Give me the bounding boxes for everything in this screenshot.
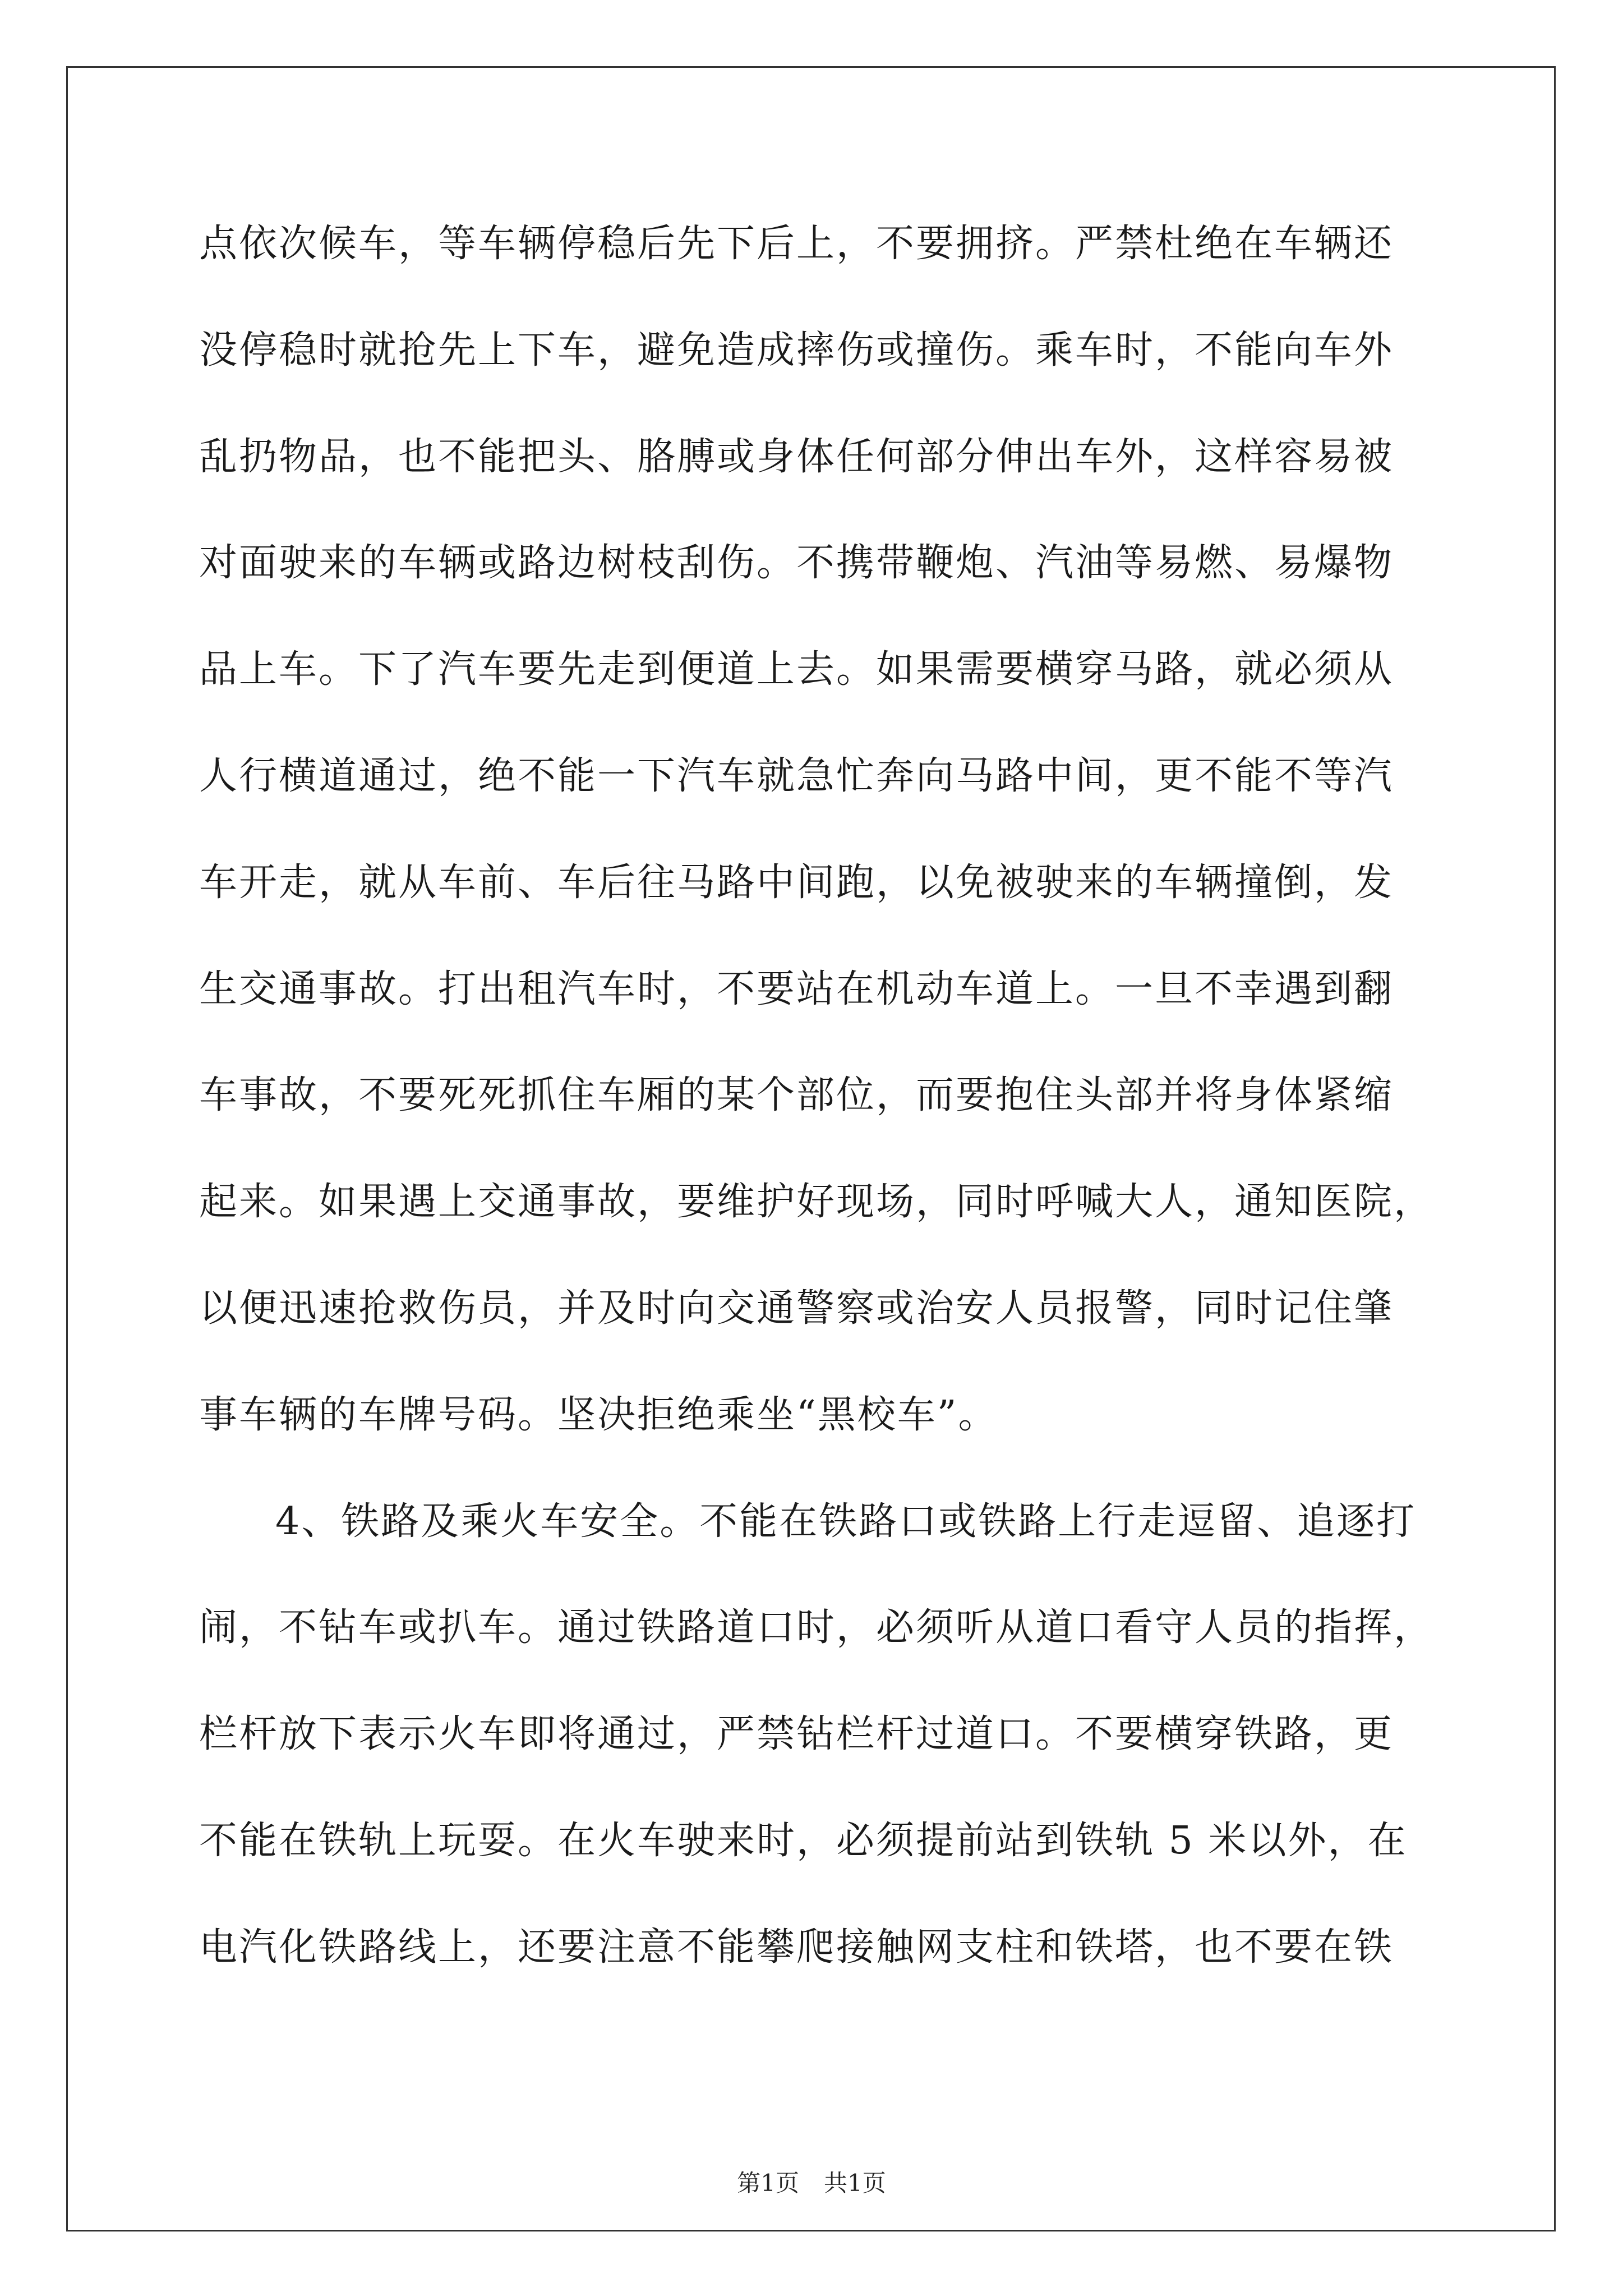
text-line: 起来。如果遇上交通事故，要维护好现场，同时呼喊大人，通知医院， bbox=[199, 1180, 1434, 1225]
text-line: 对面驶来的车辆或路边树枝刮伤。不携带鞭炮、汽油等易燃、易爆物 bbox=[199, 541, 1394, 586]
text-line: 车开走，就从车前、车后往马路中间跑，以免被驶来的车辆撞倒，发 bbox=[199, 860, 1394, 905]
text-line: 没停稳时就抢先上下车，避免造成摔伤或撞伤。乘车时，不能向车外 bbox=[199, 328, 1394, 372]
text-line: 生交通事故。打出租汽车时，不要站在机动车道上。一旦不幸遇到翻 bbox=[199, 967, 1394, 1011]
document-body bbox=[199, 208, 1434, 2018]
text-line: 栏杆放下表示火车即将通过，严禁钻栏杆过道口。不要横穿铁路，更 bbox=[199, 1712, 1394, 1757]
page-footer bbox=[0, 2166, 1623, 2200]
text-line: 电汽化铁路线上，还要注意不能攀爬接触网支柱和铁塔，也不要在铁 bbox=[199, 1925, 1394, 1970]
text-line: 不能在铁轨上玩耍。在火车驶来时，必须提前站到铁轨 5 米以外，在 bbox=[199, 1818, 1408, 1863]
page-number: 第1页 bbox=[737, 2169, 799, 2197]
text-line: 点依次候车，等车辆停稳后先下后上，不要拥挤。严禁杜绝在车辆还 bbox=[199, 222, 1394, 266]
text-line: 以便迅速抢救伤员，并及时向交通警察或治安人员报警，同时记住肇 bbox=[199, 1286, 1394, 1331]
page-total: 共1页 bbox=[824, 2169, 886, 2197]
text-line: 品上车。下了汽车要先走到便道上去。如果需要横穿马路，就必须从 bbox=[199, 647, 1394, 692]
text-line: 人行横道通过，绝不能一下汽车就急忙奔向马路中间，更不能不等汽 bbox=[199, 753, 1394, 798]
paragraph-start-line: 4、铁路及乘火车安全。不能在铁路口或铁路上行走逗留、追逐打 bbox=[275, 1499, 1417, 1544]
text-line: 事车辆的车牌号码。坚决拒绝乘坐“黑校车”。 bbox=[199, 1392, 998, 1437]
text-line: 乱扔物品，也不能把头、胳膊或身体任何部分伸出车外，这样容易被 bbox=[199, 434, 1394, 479]
text-line: 闹，不钻车或扒车。通过铁路道口时，必须听从道口看守人员的指挥， bbox=[199, 1605, 1434, 1650]
text-line: 车事故，不要死死抓住车厢的某个部位，而要抱住头部并将身体紧缩 bbox=[199, 1073, 1394, 1118]
